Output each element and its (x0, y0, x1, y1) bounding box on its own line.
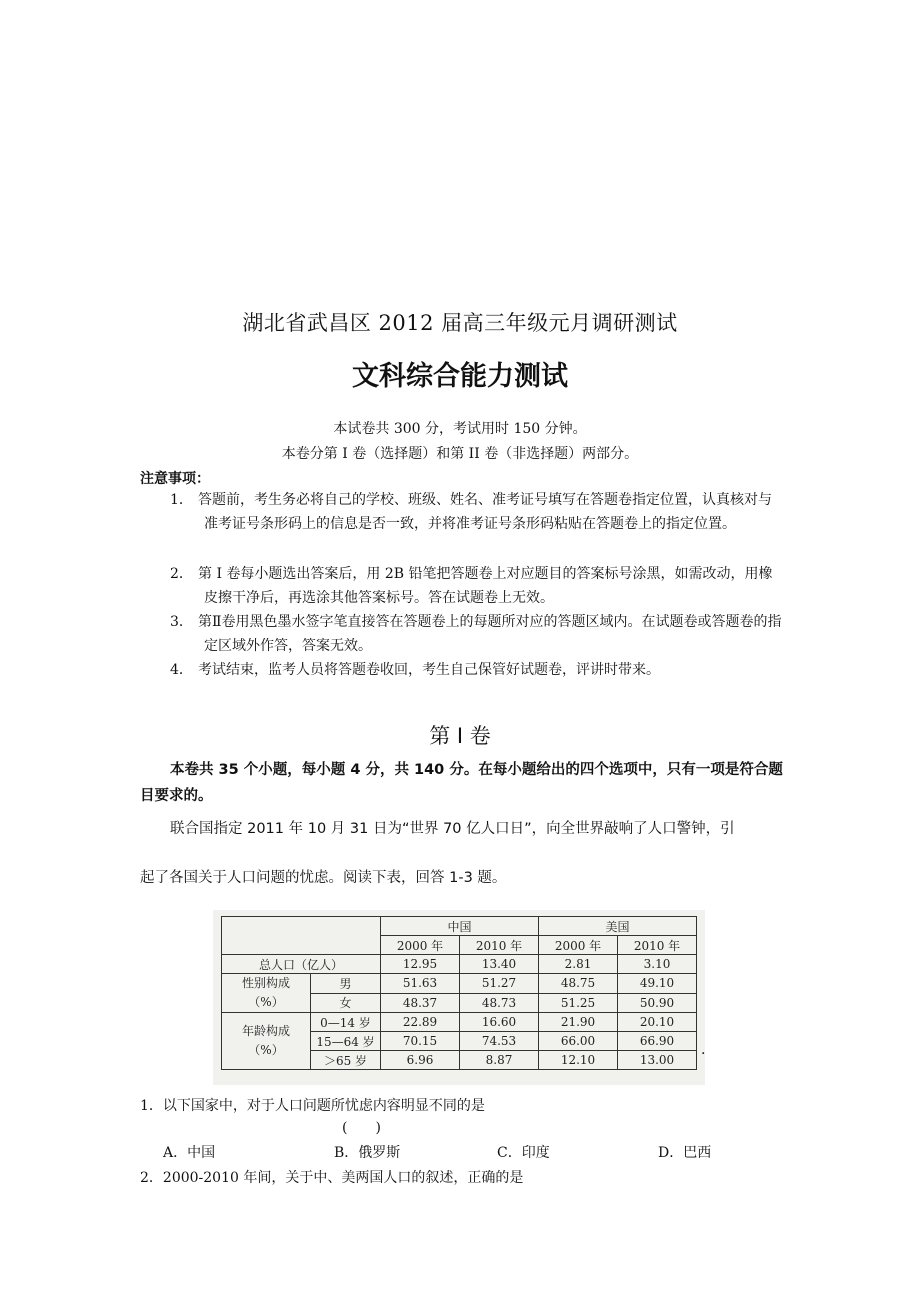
female-label: 女 (311, 993, 381, 1013)
table-row (222, 955, 697, 974)
population-table-figure (213, 910, 705, 1085)
table-cell: 21.90 (539, 1013, 618, 1032)
total-population-label: 总人口（亿人） (222, 955, 381, 974)
table-corner-cell (222, 917, 381, 955)
question-1-answer-bracket: ( ) (342, 1120, 381, 1136)
male-label: 男 (311, 974, 381, 994)
table-cell: 12.10 (539, 1051, 618, 1070)
notice-item (170, 488, 785, 536)
table-cell: 51.25 (539, 993, 618, 1013)
table-cell: 13.40 (460, 955, 539, 974)
notice-item (170, 562, 785, 610)
table-cell: 8.87 (460, 1051, 539, 1070)
table-cell: 13.00 (618, 1051, 697, 1070)
age-15-64-label: 15—64 岁 (311, 1032, 381, 1051)
table-cell: 6.96 (381, 1051, 460, 1070)
gender-group-title: 性别构成 (241, 976, 290, 990)
notice-item-text: 答题前，考生务必将自己的学校、班级、姓名、准考证号填写在答题卷指定位置，认真核对与准考证号条形码上的信息是否一致，并将准考证号条形码粘贴在答题卷上的指定位置。 (198, 492, 772, 532)
age-group-unit: （%） (248, 1043, 284, 1057)
gender-group-label (222, 974, 311, 1013)
notice-item-text: 考试结束，监考人员将答题卷收回，考生自己保管好试题卷，评讲时带来。 (198, 662, 660, 678)
table-cell: 48.73 (460, 993, 539, 1013)
score-time-info: 本试卷共 300 分，考试用时 150 分钟。 (333, 421, 587, 437)
year-header: 2000 年 (381, 936, 460, 955)
passage-line-1: 联合国指定 2011 年 10 月 31 日为“世界 70 亿人口日”，向全世界敲响了人口警钟，引 (170, 821, 735, 837)
table-cell: 49.10 (618, 974, 697, 994)
table-cell: 48.75 (539, 974, 618, 994)
age-group-title: 年龄构成 (241, 1024, 290, 1038)
question-1-option-a: A．中国 (163, 1145, 216, 1161)
question-1-option-c: C．印度 (497, 1145, 550, 1161)
table-row (222, 917, 697, 936)
gender-group-unit: （%） (248, 995, 284, 1009)
exam-title: 湖北省武昌区 2012 届高三年级元月调研测试 (242, 311, 678, 335)
table-cell: 20.10 (618, 1013, 697, 1032)
question-1-option-b: B．俄罗斯 (334, 1145, 401, 1161)
question-1-stem: 1．以下国家中，对于人口问题所忧虑内容明显不同的是 (140, 1098, 485, 1114)
year-header: 2010 年 (618, 936, 697, 955)
table-cell: 22.89 (381, 1013, 460, 1032)
country-china-header: 中国 (381, 917, 539, 936)
table-cell: 3.10 (618, 955, 697, 974)
table-cell: 66.00 (539, 1032, 618, 1051)
notice-item-number: 3． (170, 614, 193, 630)
notice-item-number: 4． (170, 662, 193, 678)
table-cell: 66.90 (618, 1032, 697, 1051)
table-cell: 48.37 (381, 993, 460, 1013)
notice-item-text: 第 I 卷每小题选出答案后，用 2B 铅笔把答题卷上对应题目的答案标号涂黑，如需改动，用橡皮擦干净后，再选涂其他答案标号。答在试题卷上无效。 (198, 566, 773, 606)
age-group-label (222, 1013, 311, 1070)
notice-heading: 注意事项： (140, 471, 210, 487)
table-cell: 50.90 (618, 993, 697, 1013)
question-2-stem: 2．2000-2010 年间，关于中、美两国人口的叙述，正确的是 (140, 1170, 524, 1186)
population-table (221, 916, 697, 1070)
age-65-plus-label: ＞65 岁 (311, 1051, 381, 1070)
paper-parts-info: 本卷分第 I 卷（选择题）和第 II 卷（非选择题）两部分。 (281, 446, 639, 462)
year-header: 2000 年 (539, 936, 618, 955)
notice-item (170, 658, 785, 682)
subject-title: 文科综合能力测试 (352, 361, 568, 392)
age-0-14-label: 0—14 岁 (311, 1013, 381, 1032)
country-usa-header: 美国 (539, 917, 697, 936)
table-cell: 16.60 (460, 1013, 539, 1032)
notice-item-number: 2． (170, 566, 193, 582)
table-cell: 74.53 (460, 1032, 539, 1051)
notice-item-number: 1． (170, 492, 193, 508)
section-description: 本卷共 35 个小题，每小题 4 分，共 140 分。在每小题给出的四个选项中，只有一项是符合题目要求的。 (140, 762, 783, 804)
year-header: 2010 年 (460, 936, 539, 955)
question-1-option-d: D．巴西 (658, 1145, 712, 1161)
section-title: 第 I 卷 (429, 724, 491, 748)
table-cell: 2.81 (539, 955, 618, 974)
table-row (222, 974, 697, 994)
notice-item-text: 第Ⅱ卷用黑色墨水签字笔直接答在答题卷上的每题所对应的答题区域内。在试题卷或答题卷的指定区域外作答，答案无效。 (198, 614, 782, 654)
table-cell: 12.95 (381, 955, 460, 974)
table-row (222, 1013, 697, 1032)
table-cell: 51.27 (460, 974, 539, 994)
passage-line-2: 起了各国关于人口问题的忧虑。阅读下表，回答 1-3 题。 (140, 870, 507, 886)
table-trailing-mark: . (701, 1042, 706, 1058)
table-cell: 70.15 (381, 1032, 460, 1051)
table-cell: 51.63 (381, 974, 460, 994)
notice-item (170, 610, 785, 658)
